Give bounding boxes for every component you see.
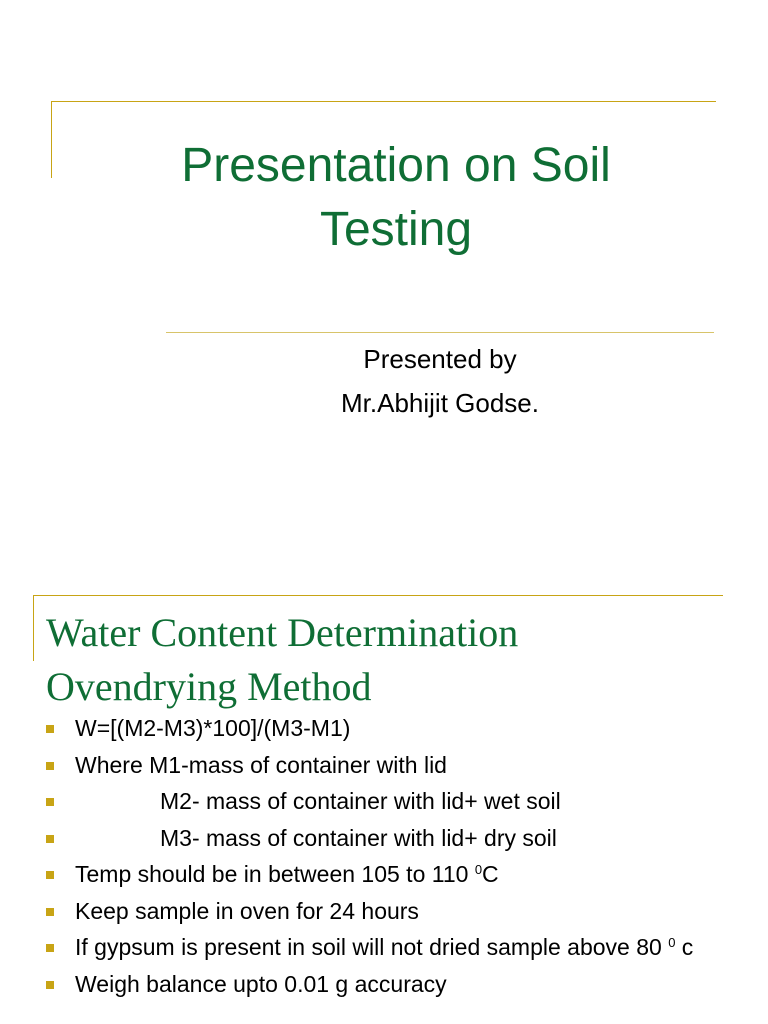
- content-slide: [0, 580, 768, 1024]
- presenter-block: [240, 337, 640, 425]
- list-item: [46, 788, 746, 815]
- slide-border-left: [33, 595, 34, 661]
- slide-title: [90, 134, 702, 262]
- list-item-text-unit: C: [482, 861, 499, 887]
- degree-superscript: 0: [474, 862, 483, 877]
- list-item: [46, 752, 746, 779]
- slide-border-top: [33, 595, 723, 596]
- slide-heading-line-1: Water Content Determination: [46, 610, 519, 655]
- square-bullet-icon: [46, 871, 54, 879]
- list-item: [46, 934, 746, 961]
- slide-title-line-2: Testing: [319, 203, 473, 256]
- list-item-text-unit: c: [675, 934, 694, 960]
- list-item: [46, 715, 746, 742]
- list-item-text: Temp should be in between 105 to 110: [75, 861, 475, 887]
- slide-border-left: [51, 101, 52, 178]
- list-item-text: Keep sample in oven for 24 hours: [75, 897, 419, 924]
- list-item-text: Weigh balance upto 0.01 g accuracy: [75, 970, 447, 997]
- list-item-text: If gypsum is present in soil will not dried sample above 80: [75, 934, 669, 960]
- list-item: [46, 971, 746, 998]
- bullet-list: [46, 715, 746, 1007]
- list-item-text: Where M1-mass of container with lid: [75, 751, 447, 778]
- presented-by-label: Presented by: [363, 344, 517, 374]
- square-bullet-icon: [46, 981, 54, 989]
- list-item: [46, 825, 746, 852]
- square-bullet-icon: [46, 725, 54, 733]
- slide-heading: [46, 606, 518, 714]
- list-item-text: M2- mass of container with lid+ wet soil: [160, 788, 561, 814]
- square-bullet-icon: [46, 908, 54, 916]
- square-bullet-icon: [46, 798, 54, 806]
- slide-title-line-1: Presentation on Soil: [181, 139, 611, 192]
- square-bullet-icon: [46, 762, 54, 770]
- list-item-text: M3- mass of container with lid+ dry soil: [160, 824, 557, 851]
- slide-heading-line-2: Ovendrying Method: [46, 664, 372, 709]
- square-bullet-icon: [46, 944, 54, 952]
- square-bullet-icon: [46, 835, 54, 843]
- slide-border-top: [51, 101, 716, 102]
- degree-superscript: 0: [668, 935, 676, 950]
- title-divider: [166, 332, 714, 333]
- presenter-name: Mr.Abhijit Godse.: [341, 388, 539, 418]
- list-item: [46, 861, 746, 888]
- list-item: [46, 898, 746, 925]
- list-item-text: W=[(M2-M3)*100]/(M3-M1): [75, 715, 351, 741]
